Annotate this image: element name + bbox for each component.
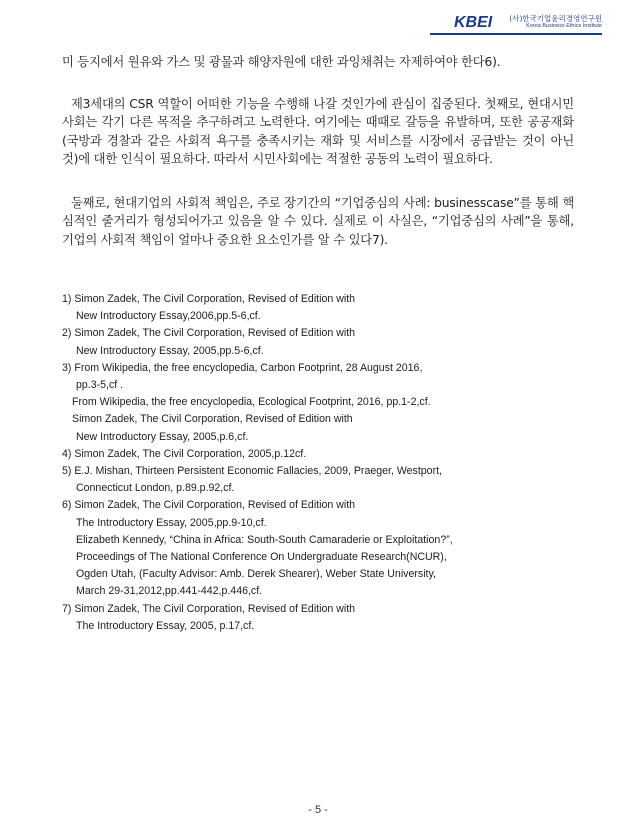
footnote-line: New Introductory Essay,2006,pp.5-6,cf. xyxy=(76,310,261,323)
footnote-line: New Introductory Essay, 2005,pp.5-6,cf. xyxy=(76,344,264,357)
footnote-line: The Introductory Essay, 2005, p.17,cf. xyxy=(76,619,255,632)
footnote-line: Connecticut London, p.89.p.92,cf. xyxy=(76,482,235,495)
footnote-line: 4) Simon Zadek, The Civil Corporation, 2005,p.12cf. xyxy=(62,447,307,460)
org-name-en: Korea Business Ethics Institute xyxy=(526,23,602,29)
footnote-line: 6) Simon Zadek, The Civil Corporation, Revised of Edition with xyxy=(62,499,356,512)
footnote-line: The Introductory Essay, 2005,pp.9-10,cf. xyxy=(76,516,267,529)
kbei-logo-icon xyxy=(454,12,496,30)
footnote-line: From Wikipedia, the free encyclopedia, Ecological Footprint, 2016, pp.1-2,cf. xyxy=(72,396,431,409)
footnote-line: 5) E.J. Mishan, Thirteen Persistent Economic Fallacies, 2009, Praeger, Westport, xyxy=(62,465,442,478)
footnote-line: Elizabeth Kennedy, “China in Africa: South-South Camaraderie or Exploitation?”, xyxy=(76,533,453,546)
page-number: - 5 - xyxy=(308,804,328,816)
footnote-line: Ogden Utah, (Faculty Advisor: Amb. Derek Shearer), Weber State University, xyxy=(76,568,436,581)
footnote-line: 1) Simon Zadek, The Civil Corporation, Revised of Edition with xyxy=(62,293,356,305)
paragraph-1: 미 등지에서 원유와 가스 및 광물과 해양자원에 대한 과잉채취는 자제하여야 한다6). xyxy=(62,55,501,69)
footnote-line: Simon Zadek, The Civil Corporation, Revised of Edition with xyxy=(72,413,353,426)
footnote-line: 2) Simon Zadek, The Civil Corporation, Revised of Edition with xyxy=(62,327,356,340)
header-rule xyxy=(430,33,602,35)
footnote-line: 7) Simon Zadek, The Civil Corporation, Revised of Edition with xyxy=(62,602,356,615)
footnotes xyxy=(62,291,522,635)
footnote-line: New Introductory Essay, 2005,p.6,cf. xyxy=(76,430,249,443)
footnote-line: pp.3-5,cf . xyxy=(76,379,124,392)
footnote-line: 3) From Wikipedia, the free encyclopedia, Carbon Footprint, 28 August 2016, xyxy=(62,361,423,374)
org-name-kr: (사)한국기업윤리경영연구원 xyxy=(509,14,602,23)
page-header xyxy=(432,10,602,34)
logo-letters: KBEI xyxy=(454,14,493,30)
paragraph-2: 제3세대의 CSR 역할이 어떠한 기능을 수행해 나갈 것인가에 관심이 집중된다. 첫째로, 현대시민사회는 각기 다른 목적을 추구하려고 노력한다. 여기에는 때때로 갈등을 유발하며, 또한 공공재화(국방과 경찰과 같은 사회적 욕구를 충족시키는 재화 및 서비스를 시장에서 공급받는 것이 아닌 것)에 대한 인식이 필요하다. 따라서 시민사회에는 적절한 공동의 노력이 필요하다. xyxy=(62,97,574,167)
footnote-line: March 29-31,2012,pp.441-442,p.446,cf. xyxy=(76,585,263,598)
paragraph-3: 둘째로, 현대기업의 사회적 책임은, 주로 장기간의 “기업중심의 사례: businesscase”를 통해 핵심적인 줄거리가 형성되어가고 있음을 알 수 있다. 실제로 이 사실은, “기업중심의 사례”을 통해, 기업의 사회적 책임이 얼마나 중요한 요소인가를 알 수 있다7). xyxy=(62,196,574,247)
footnote-line: Proceedings of The National Conference On Undergraduate Research(NCUR), xyxy=(76,551,447,564)
